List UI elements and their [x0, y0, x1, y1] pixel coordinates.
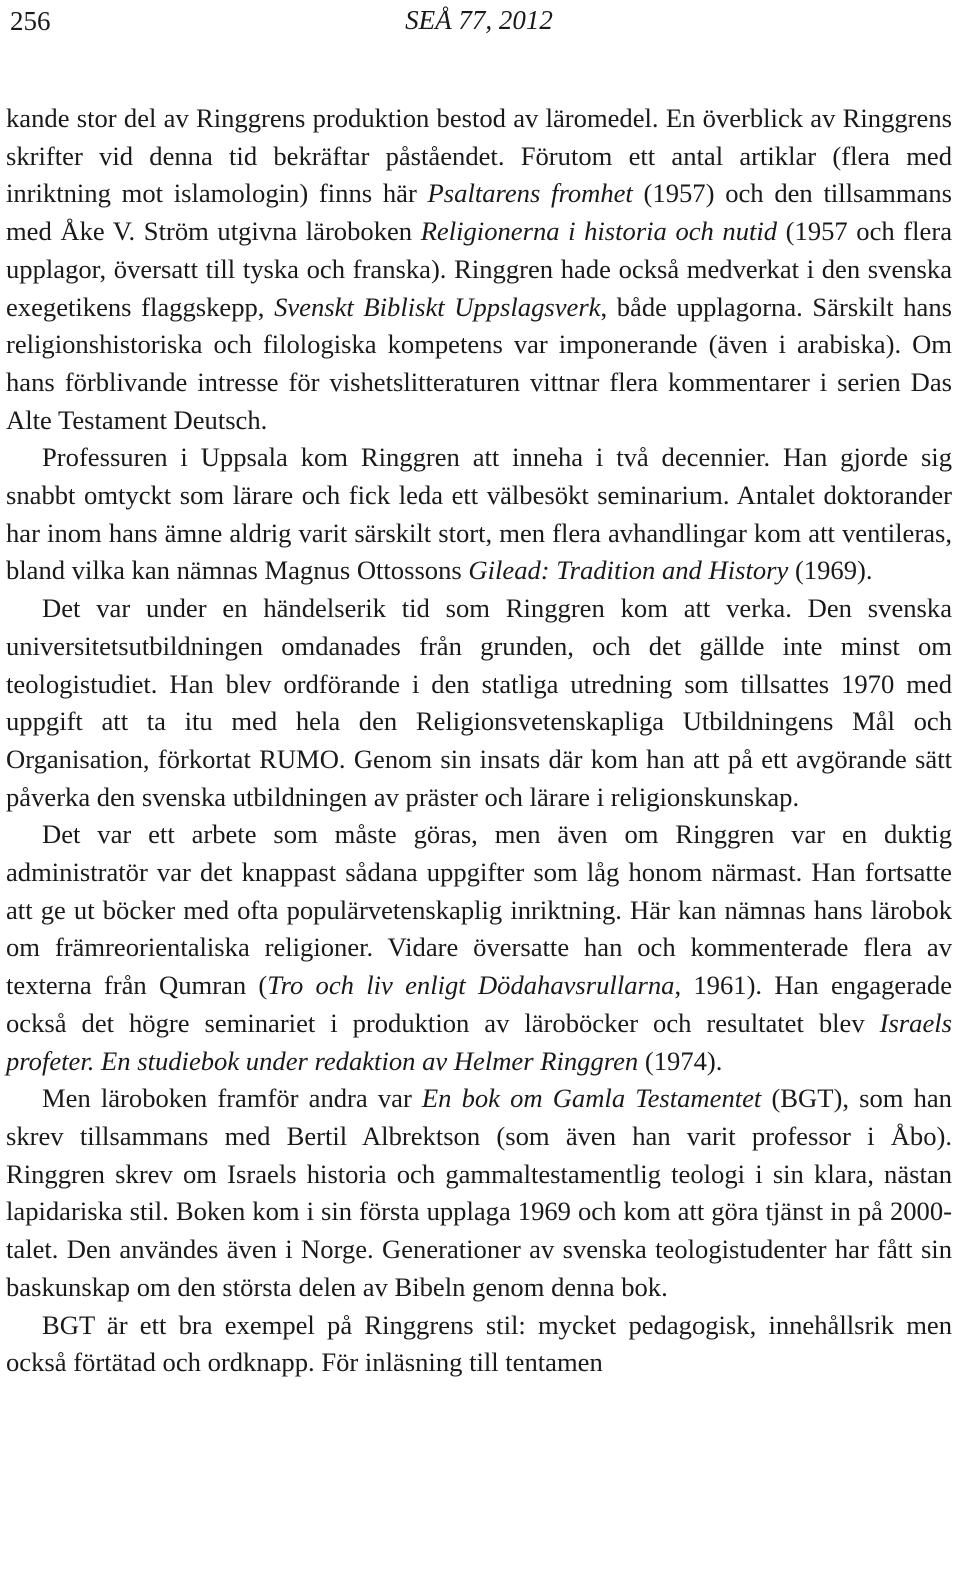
text-run: (1969).: [788, 555, 873, 586]
text-run: (1974).: [638, 1045, 723, 1076]
text-run: (1957 och flera upplagor, översatt till tyska och franska). Ringgren hade också medverkat i den svenska exegetikens flaggskepp,: [6, 216, 952, 322]
italic-title: Psaltarens fromhet: [427, 178, 633, 209]
paragraph: [6, 1080, 952, 1306]
text-run: Det var under en händelserik tid som Ringgren kom att verka. Den svenska universitetsutbildningen omdanades från grunden, och det gällde inte minst om teologistudiet. Han blev ordförande i den statliga utredning som tillsattes 1970 med uppgift att ta itu med hela den Religionsvetenskapliga Utbildningens Mål och Organisation, förkortat RUMO. Genom sin insats där kom han att på ett avgörande sätt påverka den svenska utbildningen av präster och lärare i religionskunskap.: [6, 593, 952, 812]
article-body: [6, 100, 952, 1382]
page-number: 256: [10, 6, 51, 36]
text-run: BGT är ett bra exempel på Ringgrens stil: mycket pedagogisk, innehållsrik men också förtätad och ordknapp. För inläsning till tentamen: [6, 1309, 952, 1378]
text-run: Det var ett arbete som måste göras, men även om Ringgren var en duktig administratör var det knappast sådana uppgifter som låg honom närmast. Han fortsatte att ge ut böcker med ofta populärvetenskaplig inriktning. Här kan nämnas hans lärobok om främreorientaliska religioner. Vidare översatte han och kommenterade flera av texterna från Qumran (: [6, 819, 952, 1001]
italic-title: Gilead: Tradition and History: [468, 555, 789, 586]
italic-title: En bok om Gamla Testamentet: [421, 1083, 762, 1114]
italic-title: Tro och liv enligt Dödahavsrullarna: [267, 970, 675, 1001]
paragraph: [6, 1307, 952, 1382]
text-run: (BGT), som han skrev tillsammans med Bertil Albrektson (som även han varit professor i Åbo). Ringgren skrev om Israels historia och gammaltestamentlig teologi i sin klara, nästan lapidariska stil. Boken kom i sin första upplaga 1969 och kom att göra tjänst in på 2000-talet. Den användes även i Norge. Generationer av svenska teologistudenter har fått sin baskunskap om den största delen av Bibeln genom denna bok.: [6, 1083, 952, 1302]
text-run: Men läroboken framför andra var: [42, 1083, 422, 1114]
text-run: Professuren i Uppsala kom Ringgren att inneha i två decennier. Han gjorde sig snabbt omtyckt som lärare och fick leda ett välbesökt seminarium. Antalet doktorander har inom hans ämne aldrig varit särskilt stort, men flera avhandlingar kom att ventileras, bland vilka kan nämnas Magnus Ottossons: [6, 442, 952, 586]
paragraph: [6, 590, 952, 816]
text-run: , 1961). Han engagerade också det högre seminariet i produktion av läroböcker och resultatet blev: [6, 970, 952, 1038]
italic-title: Israels profeter. En studiebok under redaktion av Helmer Ringgren: [6, 1007, 952, 1076]
running-header: [6, 0, 952, 44]
italic-title: Religionerna i historia och nutid: [420, 216, 778, 247]
italic-title: Svenskt Bibliskt Uppslagsverk: [274, 291, 601, 322]
paragraph: [6, 100, 952, 439]
paragraph: [6, 816, 952, 1080]
text-run: kande stor del av Ringgrens produktion bestod av läromedel. En överblick av Ringgrens skrifter vid denna tid bekräftar påståendet. Förutom ett antal artiklar (flera med inriktning mot islamologin) finns här: [6, 103, 952, 209]
journal-reference: SEÅ 77, 2012: [405, 5, 553, 35]
text-run: , både upplagorna. Särskilt hans religionshistoriska och filologiska kompetens var imponerande (även i arabiska). Om hans förblivande intresse för vishetslitteraturen vittnar flera kommentarer i serien Das Alte Testament Deutsch.: [6, 291, 952, 435]
text-run: (1957) och den tillsammans med Åke V. Ström utgivna läroboken: [6, 178, 952, 247]
paragraph: [6, 439, 952, 590]
